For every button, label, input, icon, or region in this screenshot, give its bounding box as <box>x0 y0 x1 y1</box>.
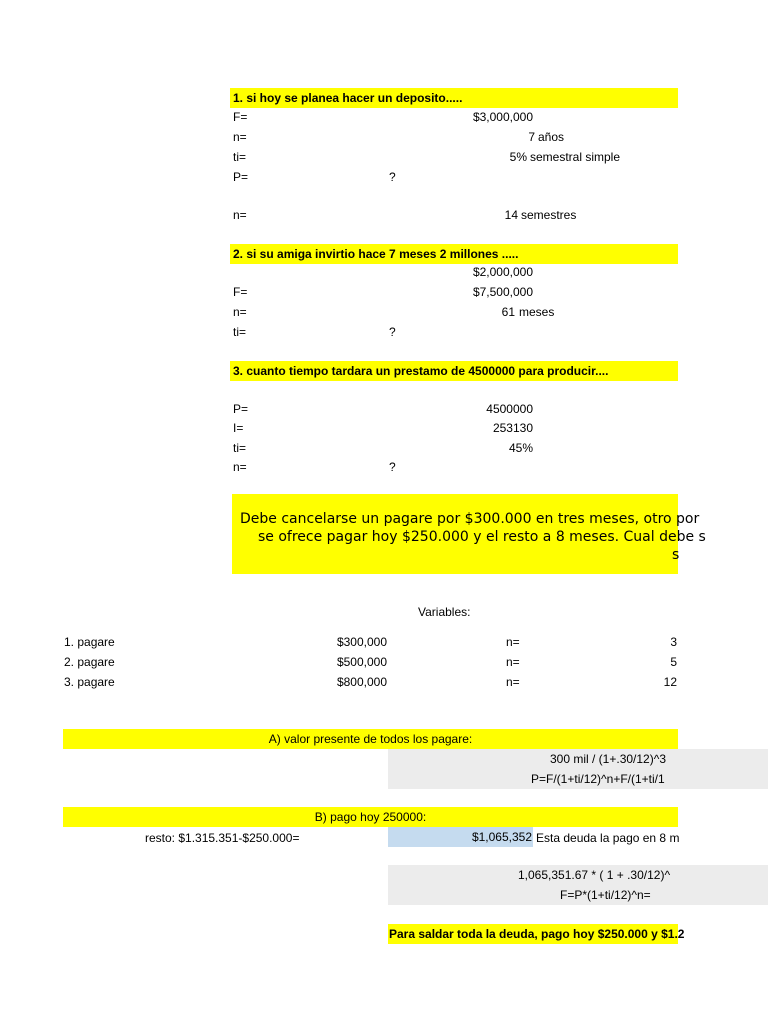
section3-title: 3. cuanto tiempo tardara un prestamo de 4500000 para producir.... <box>230 361 678 381</box>
s3-value-i: 253130 <box>492 421 533 435</box>
s3-value-ti: 45% <box>508 441 533 455</box>
sectionB-formula: F=P*(1+ti/12)^n= <box>560 888 651 902</box>
s1-value-n: 7 <box>528 130 535 144</box>
s2-value-f: $7,500,000 <box>472 285 533 299</box>
pagare-3-n-value: 12 <box>663 675 677 689</box>
problem-line-1: Debe cancelarse un pagare por $300.000 en tres meses, otro por <box>240 511 700 527</box>
s1-value-n2: 14 <box>504 208 518 222</box>
sectionB-formula-row <box>388 885 768 905</box>
s1-label-p: P= <box>233 170 249 184</box>
pagare-2-name: 2. pagare <box>64 655 115 669</box>
pagare-1-n-value: 3 <box>670 635 677 649</box>
pagare-3-n-label: n= <box>506 675 520 689</box>
sectionB-conclusion: Para saldar toda la deuda, pago hoy $250.000 y $1.2 <box>388 924 678 944</box>
sectionA-calc-row <box>388 749 768 769</box>
s1-value-p: ? <box>389 170 396 184</box>
s3-label-p: P= <box>233 402 249 416</box>
section1-title: 1. si hoy se planea hacer un deposito..... <box>230 88 678 108</box>
pagare-1-name: 1. pagare <box>64 635 115 649</box>
sectionB-calc: 1,065,351.67 * ( 1 + .30/12)^ <box>518 868 671 882</box>
sectionA-formula: P=F/(1+ti/12)^n+F/(1+ti/1 <box>531 772 665 786</box>
s3-value-n: ? <box>389 460 396 474</box>
s2-label-f: F= <box>233 285 248 299</box>
s2-value-n: 61 <box>501 305 515 319</box>
s1-label-n2: n= <box>233 208 247 222</box>
s3-label-ti: ti= <box>233 441 247 455</box>
pagare-2-n-value: 5 <box>670 655 677 669</box>
s2-value-ti: ? <box>389 325 396 339</box>
s3-value-p: 4500000 <box>486 402 533 416</box>
s1-value-f: $3,000,000 <box>472 110 533 124</box>
sectionB-calc-row <box>388 865 768 885</box>
sectionB-note: Esta deuda la pago en 8 m <box>536 831 680 845</box>
problem-line-2: se ofrece pagar hoy $250.000 y el resto a 8 meses. Cual debe s <box>258 529 706 545</box>
sectionB-resto-value: $1,065,352 <box>471 830 532 844</box>
sectionA-calc: 300 mil / (1+.30/12)^3 <box>550 752 667 766</box>
problem-line-3: s <box>672 547 680 563</box>
s2-value-principal: $2,000,000 <box>472 265 533 279</box>
s3-label-i: I= <box>233 421 244 435</box>
s1-label-n: n= <box>233 130 247 144</box>
pagare-3-name: 3. pagare <box>64 675 115 689</box>
sectionA-formula-row <box>388 769 768 789</box>
s1-label-ti: ti= <box>233 150 247 164</box>
s1-unit-n: años <box>538 130 565 144</box>
s1-label-f: F= <box>233 110 248 124</box>
s2-label-n: n= <box>233 305 247 319</box>
s2-label-ti: ti= <box>233 325 247 339</box>
section2-title: 2. si su amiga invirtio hace 7 meses 2 millones ..... <box>230 244 678 264</box>
problem-statement <box>232 494 706 574</box>
pagare-2-amount: $500,000 <box>336 655 387 669</box>
s1-unit-n2: semestres <box>521 208 577 222</box>
s2-unit-n: meses <box>519 305 555 319</box>
pagare-3-amount: $800,000 <box>336 675 387 689</box>
sectionB-resto-value-cell[interactable] <box>388 827 533 847</box>
sectionA-title: A) valor presente de todos los pagare: <box>63 729 678 749</box>
s1-unit-ti: semestral simple <box>530 150 621 164</box>
sectionB-title: B) pago hoy 250000: <box>63 807 678 827</box>
pagare-1-amount: $300,000 <box>336 635 387 649</box>
sectionB-resto-label: resto: $1.315.351-$250.000= <box>145 831 300 845</box>
s3-label-n: n= <box>233 460 247 474</box>
pagare-2-n-label: n= <box>506 655 520 669</box>
pagare-1-n-label: n= <box>506 635 520 649</box>
variables-heading: Variables: <box>418 605 471 619</box>
s1-value-ti: 5% <box>509 150 527 164</box>
